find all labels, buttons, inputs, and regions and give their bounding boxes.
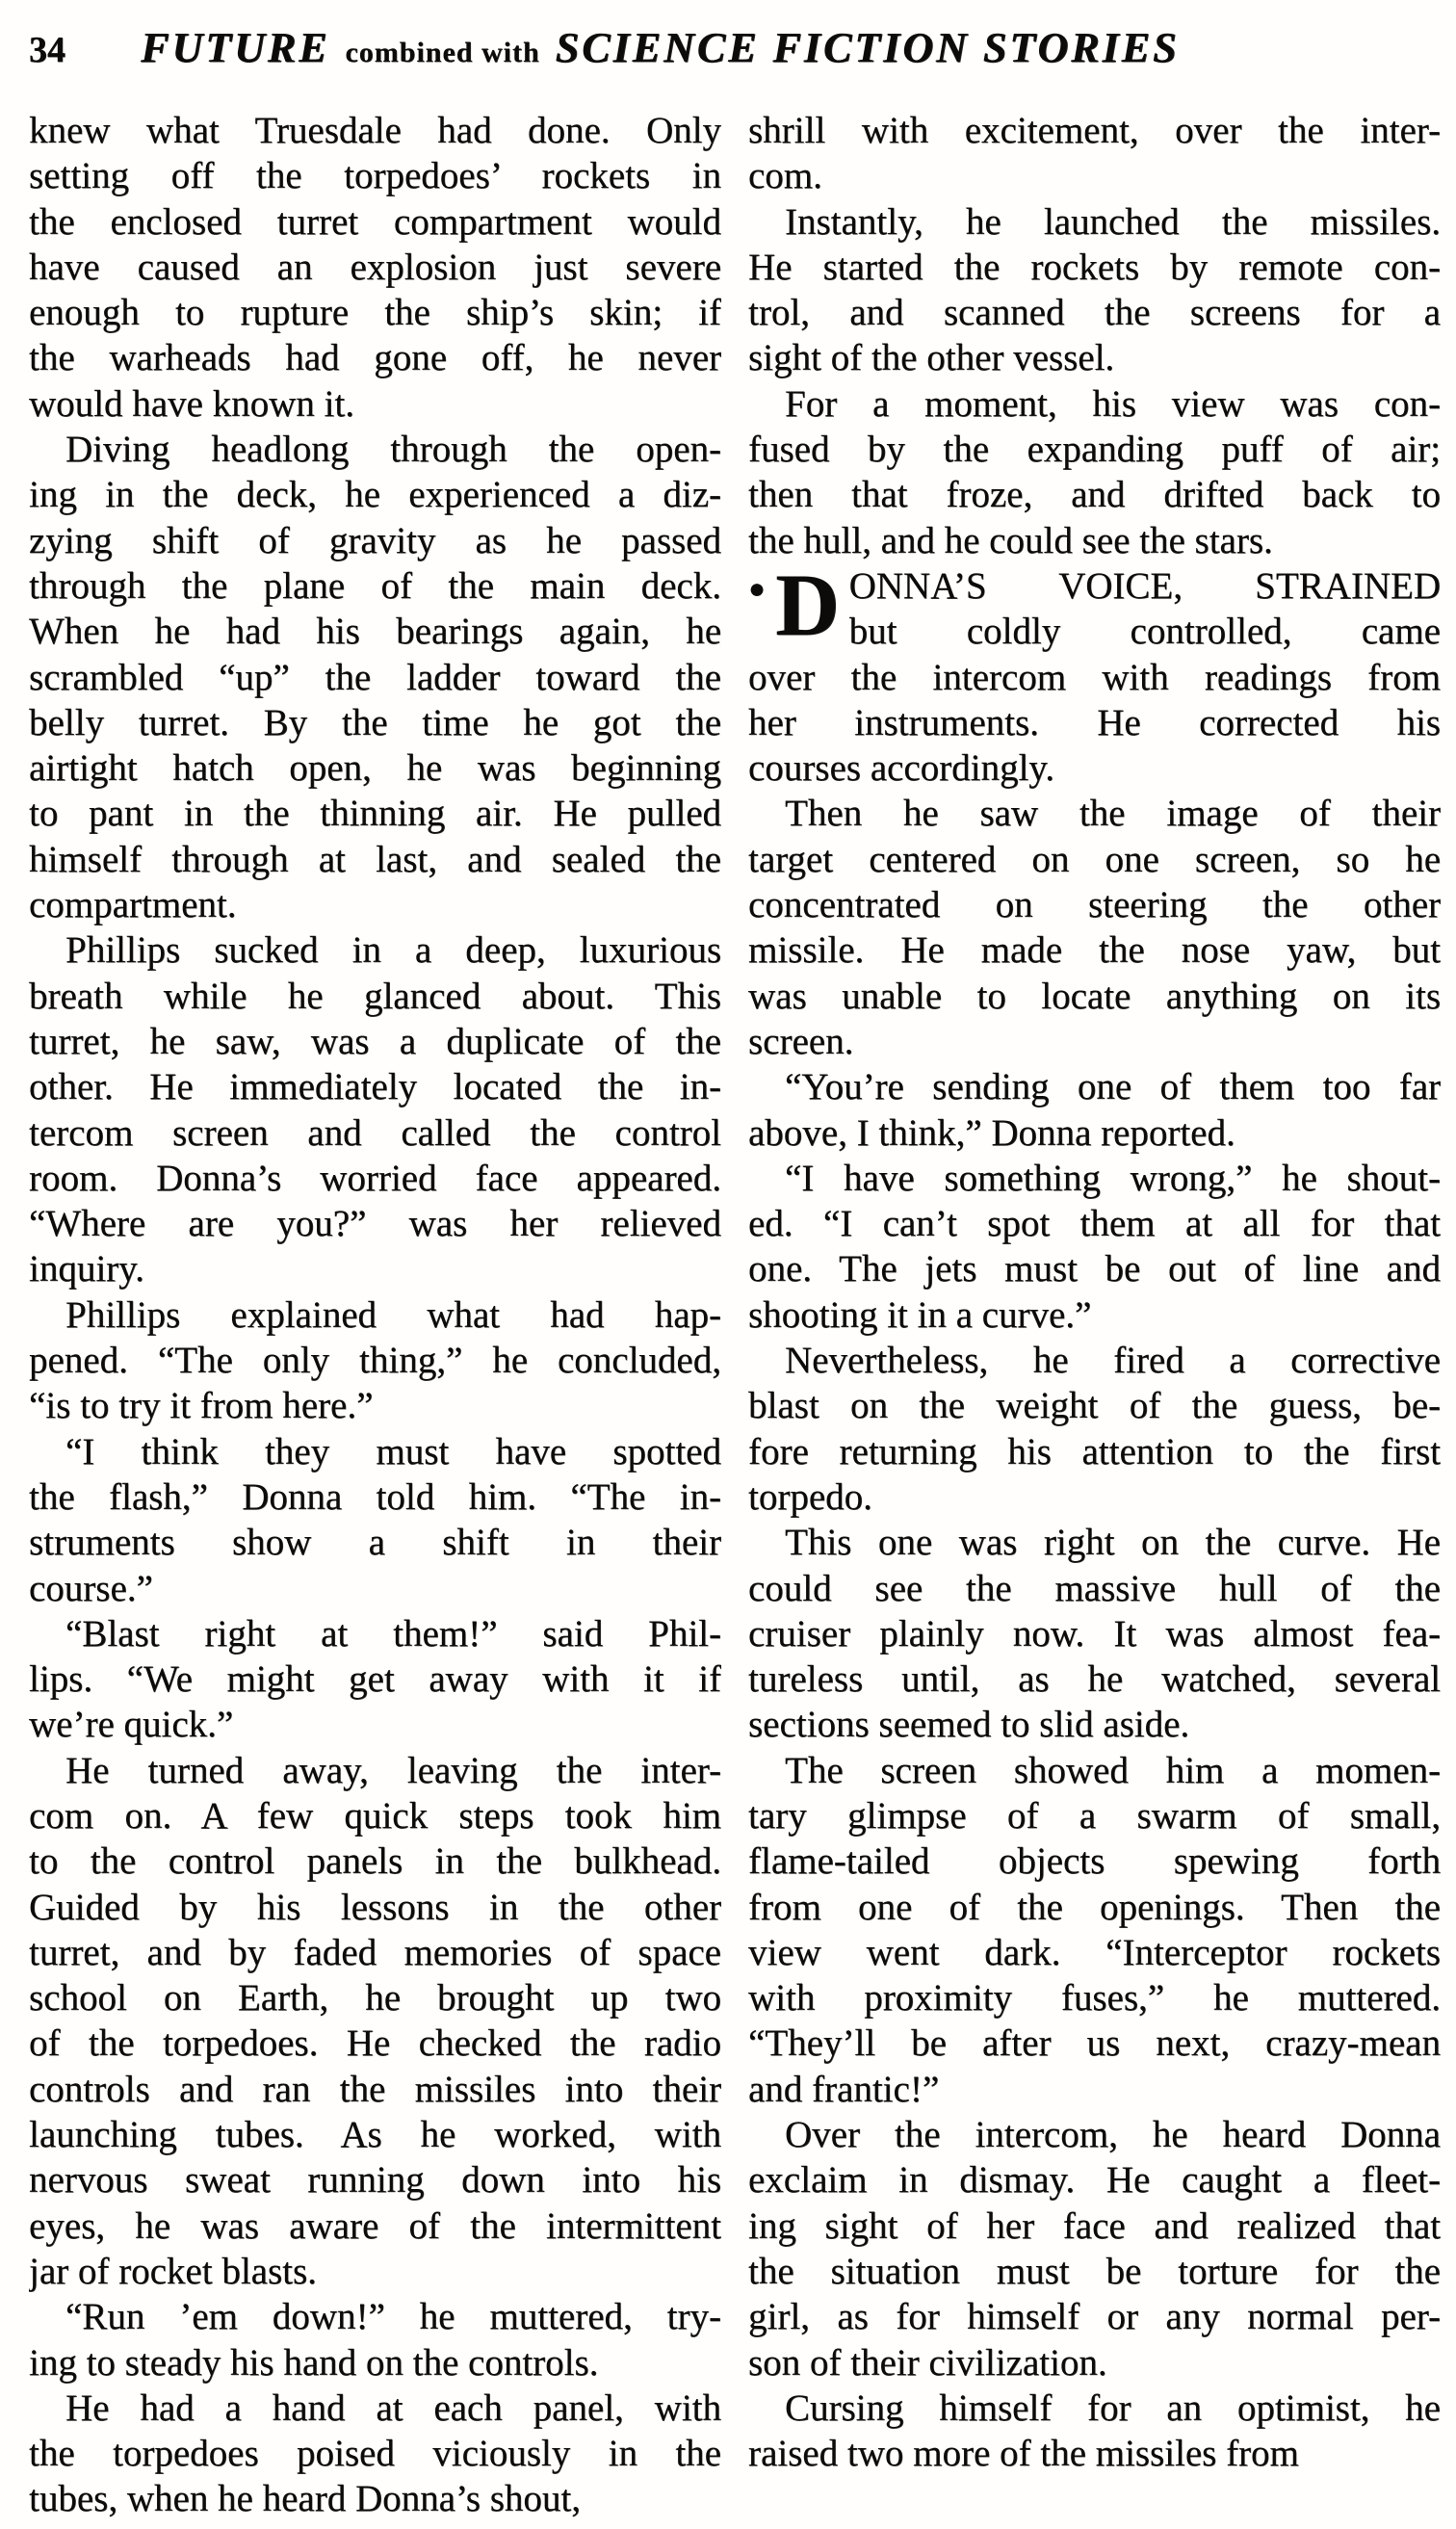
text-line: fore returning his attention to the first xyxy=(748,1430,1441,1473)
paragraph xyxy=(748,381,1441,563)
text-line: com. xyxy=(748,155,822,197)
paragraph xyxy=(748,1338,1441,1520)
text-line: enough to rupture the ship’s skin; if xyxy=(29,292,721,334)
title-combined-with: combined with xyxy=(345,37,540,68)
text-line: Then he saw the image of their xyxy=(785,793,1441,835)
text-line: fused by the expanding puff of air; xyxy=(748,429,1441,471)
text-line: screen. xyxy=(748,1020,854,1062)
text-line: was unable to locate anything on its xyxy=(748,975,1441,1017)
text-line: the torpedoes poised viciously in the xyxy=(29,2433,721,2475)
text-line: “You’re sending one of them too far xyxy=(785,1066,1441,1108)
text-line: tercom screen and called the control xyxy=(29,1111,721,1154)
text-line: “They’ll be after us next, crazy-mean xyxy=(748,2022,1441,2065)
text-line: “Blast right at them!” said Phil- xyxy=(65,1612,721,1655)
paragraph xyxy=(748,1520,1441,1747)
text-line: setting off the torpedoes’ rockets in xyxy=(29,155,721,197)
text-line: flame-tailed objects spewing forth xyxy=(748,1840,1441,1883)
text-line: cruiser plainly now. It was almost fea- xyxy=(748,1612,1441,1655)
text-line: missile. He made the nose yaw, but xyxy=(748,929,1441,972)
text-line: turret, and by faded memories of space xyxy=(29,1931,721,1973)
text-line: “is to try it from here.” xyxy=(29,1385,374,1427)
text-line: would have known it. xyxy=(29,382,354,425)
text-line: the warheads had gone off, he never xyxy=(29,337,721,379)
text-line: to the control panels in the bulkhead. xyxy=(29,1840,721,1883)
text-line: ing to steady his hand on the controls. xyxy=(29,2341,599,2384)
text-line: tary glimpse of a swarm of small, xyxy=(748,1794,1441,1837)
text-line: pened. “The only thing,” he concluded, xyxy=(29,1340,721,1382)
paragraph xyxy=(29,427,721,927)
paragraph xyxy=(748,108,1441,199)
text-line: inquiry. xyxy=(29,1248,144,1291)
text-line: This one was right on the curve. He xyxy=(785,1522,1441,1564)
page-number: 34 xyxy=(29,30,65,70)
text-line: through the plane of the main deck. xyxy=(29,564,721,607)
text-line: struments show a shift in their xyxy=(29,1522,721,1564)
text-line: above, I think,” Donna reported. xyxy=(748,1111,1235,1154)
text-line: shooting it in a curve.” xyxy=(748,1293,1092,1336)
page-header xyxy=(29,23,1441,73)
text-line: over the intercom with readings from xyxy=(748,656,1441,698)
text-line: compartment. xyxy=(29,884,237,926)
drop-cap xyxy=(748,555,840,654)
text-line: one. The jets must be out of line and xyxy=(748,1248,1441,1291)
text-line: himself through at last, and sealed the xyxy=(29,838,721,880)
paragraph xyxy=(748,199,1441,381)
text-line: school on Earth, he brought up two xyxy=(29,1977,721,2020)
text-line: concentrated on steering the other xyxy=(748,884,1441,926)
paragraph xyxy=(29,108,721,427)
text-line: lips. “We might get away with it if xyxy=(29,1658,721,1701)
text-line: jar of rocket blasts. xyxy=(29,2250,317,2292)
text-line: we’re quick.” xyxy=(29,1704,234,1746)
text-line: “I have something wrong,” he shout- xyxy=(785,1157,1441,1199)
paragraph xyxy=(748,791,1441,1064)
text-line: Cursing himself for an optimist, he xyxy=(785,2386,1441,2429)
text-line: torpedo. xyxy=(748,1475,872,1518)
text-line: course.” xyxy=(29,1567,153,1609)
paragraph xyxy=(748,1064,1441,1156)
text-line: Diving headlong through the open- xyxy=(65,429,721,471)
text-line: son of their civilization. xyxy=(748,2341,1107,2384)
paragraph xyxy=(29,1748,721,2295)
paragraph xyxy=(29,2386,721,2522)
text-line: controls and ran the missiles into their xyxy=(29,2068,721,2110)
text-line: The screen showed him a momen- xyxy=(785,1749,1441,1791)
text-line: have caused an explosion just severe xyxy=(29,246,721,288)
text-line: the enclosed turret compartment would xyxy=(29,200,721,243)
text-line: courses accordingly. xyxy=(748,747,1055,790)
text-line: exclaim in dismay. He caught a fleet- xyxy=(748,2159,1441,2202)
two-column-text-body xyxy=(29,108,1441,2522)
text-line: “Run ’em down!” he muttered, try- xyxy=(65,2296,721,2338)
text-line: girl, as for himself or any normal per- xyxy=(748,2296,1441,2338)
text-line: airtight hatch open, he was beginning xyxy=(29,747,721,790)
left-column xyxy=(29,108,721,2522)
text-line: view went dark. “Interceptor rockets xyxy=(748,1931,1441,1973)
text-line: ONNA’S VOICE, STRAINED xyxy=(848,564,1441,607)
text-line: ing in the deck, he experienced a diz- xyxy=(29,474,721,516)
paragraph xyxy=(748,2112,1441,2386)
drop-cap-letter: D xyxy=(775,555,840,654)
paragraph xyxy=(748,1748,1441,2112)
text-line: “I think they must have spotted xyxy=(65,1430,721,1473)
text-line: Phillips sucked in a deep, luxurious xyxy=(65,929,721,972)
text-line: nervous sweat running down into his xyxy=(29,2159,721,2202)
paragraph xyxy=(29,1611,721,1748)
text-line: but coldly controlled, came xyxy=(848,611,1441,653)
text-line: He started the rockets by remote con- xyxy=(748,246,1441,288)
text-line: then that froze, and drifted back to xyxy=(748,474,1441,516)
text-line: sight of the other vessel. xyxy=(748,337,1115,379)
text-line: tureless until, as he watched, several xyxy=(748,1658,1441,1701)
text-line: the flash,” Donna told him. “The in- xyxy=(29,1475,721,1518)
text-line: knew what Truesdale had done. Only xyxy=(29,110,721,151)
paragraph xyxy=(29,927,721,1291)
text-line: to pant in the thinning air. He pulled xyxy=(29,793,721,835)
text-line: For a moment, his view was con- xyxy=(785,382,1441,425)
text-line: target centered on one screen, so he xyxy=(748,838,1441,880)
text-line: shrill with excitement, over the inter- xyxy=(748,110,1441,151)
text-line: scrambled “up” the ladder toward the xyxy=(29,656,721,698)
text-line: the situation must be torture for the xyxy=(748,2250,1441,2292)
text-line: com on. A few quick steps took him xyxy=(29,1794,721,1837)
paragraph xyxy=(748,2386,1441,2477)
text-line: “Where are you?” was her relieved xyxy=(29,1203,721,1245)
text-line: belly turret. By the time he got the xyxy=(29,701,721,743)
text-line: and frantic!” xyxy=(748,2068,940,2110)
paragraph xyxy=(748,1156,1441,1338)
text-line: He had a hand at each panel, with xyxy=(65,2386,721,2429)
title-science-fiction-stories: SCIENCE FICTION STORIES xyxy=(555,24,1180,71)
section-bullet-icon: ● xyxy=(748,572,767,605)
text-line: room. Donna’s worried face appeared. xyxy=(29,1157,721,1199)
paragraph xyxy=(29,1429,721,1611)
text-line: breath while he glanced about. This xyxy=(29,975,721,1017)
text-line: Phillips explained what had hap- xyxy=(65,1293,721,1336)
text-line: ing sight of her face and realized that xyxy=(748,2204,1441,2247)
text-line: raised two more of the missiles from xyxy=(748,2433,1299,2475)
text-line: Instantly, he launched the missiles. xyxy=(785,200,1441,243)
text-line: her instruments. He corrected his xyxy=(748,701,1441,743)
text-line: from one of the openings. Then the xyxy=(748,1886,1441,1928)
text-line: Nevertheless, he fired a corrective xyxy=(785,1340,1441,1382)
text-line: could see the massive hull of the xyxy=(748,1567,1441,1609)
right-column xyxy=(748,108,1441,2522)
text-line: Guided by his lessons in the other xyxy=(29,1886,721,1928)
text-line: sections seemed to slid aside. xyxy=(748,1704,1190,1746)
text-line: blast on the weight of the guess, be- xyxy=(748,1385,1441,1427)
text-line: ed. “I can’t spot them at all for that xyxy=(748,1203,1441,1245)
magazine-title xyxy=(141,23,1179,72)
text-line: Over the intercom, he heard Donna xyxy=(785,2114,1441,2156)
text-line: eyes, he was aware of the intermittent xyxy=(29,2204,721,2247)
title-future: FUTURE xyxy=(141,24,330,71)
text-line: turret, he saw, was a duplicate of the xyxy=(29,1020,721,1062)
text-line: of the torpedoes. He checked the radio xyxy=(29,2022,721,2065)
text-line: launching tubes. As he worked, with xyxy=(29,2114,721,2156)
text-line: other. He immediately located the in- xyxy=(29,1066,721,1108)
text-line: He turned away, leaving the inter- xyxy=(65,1749,721,1791)
text-line: When he had his bearings again, he xyxy=(29,611,721,653)
text-line: with proximity fuses,” he muttered. xyxy=(748,1977,1441,2020)
text-line: zying shift of gravity as he passed xyxy=(29,519,721,561)
section-opening-paragraph xyxy=(748,555,1441,791)
paragraph xyxy=(29,2294,721,2386)
text-line: tubes, when he heard Donna’s shout, xyxy=(29,2478,581,2520)
paragraph xyxy=(29,1292,721,1429)
text-line: trol, and scanned the screens for a xyxy=(748,292,1441,334)
text-line: the hull, and he could see the stars. xyxy=(748,519,1273,561)
